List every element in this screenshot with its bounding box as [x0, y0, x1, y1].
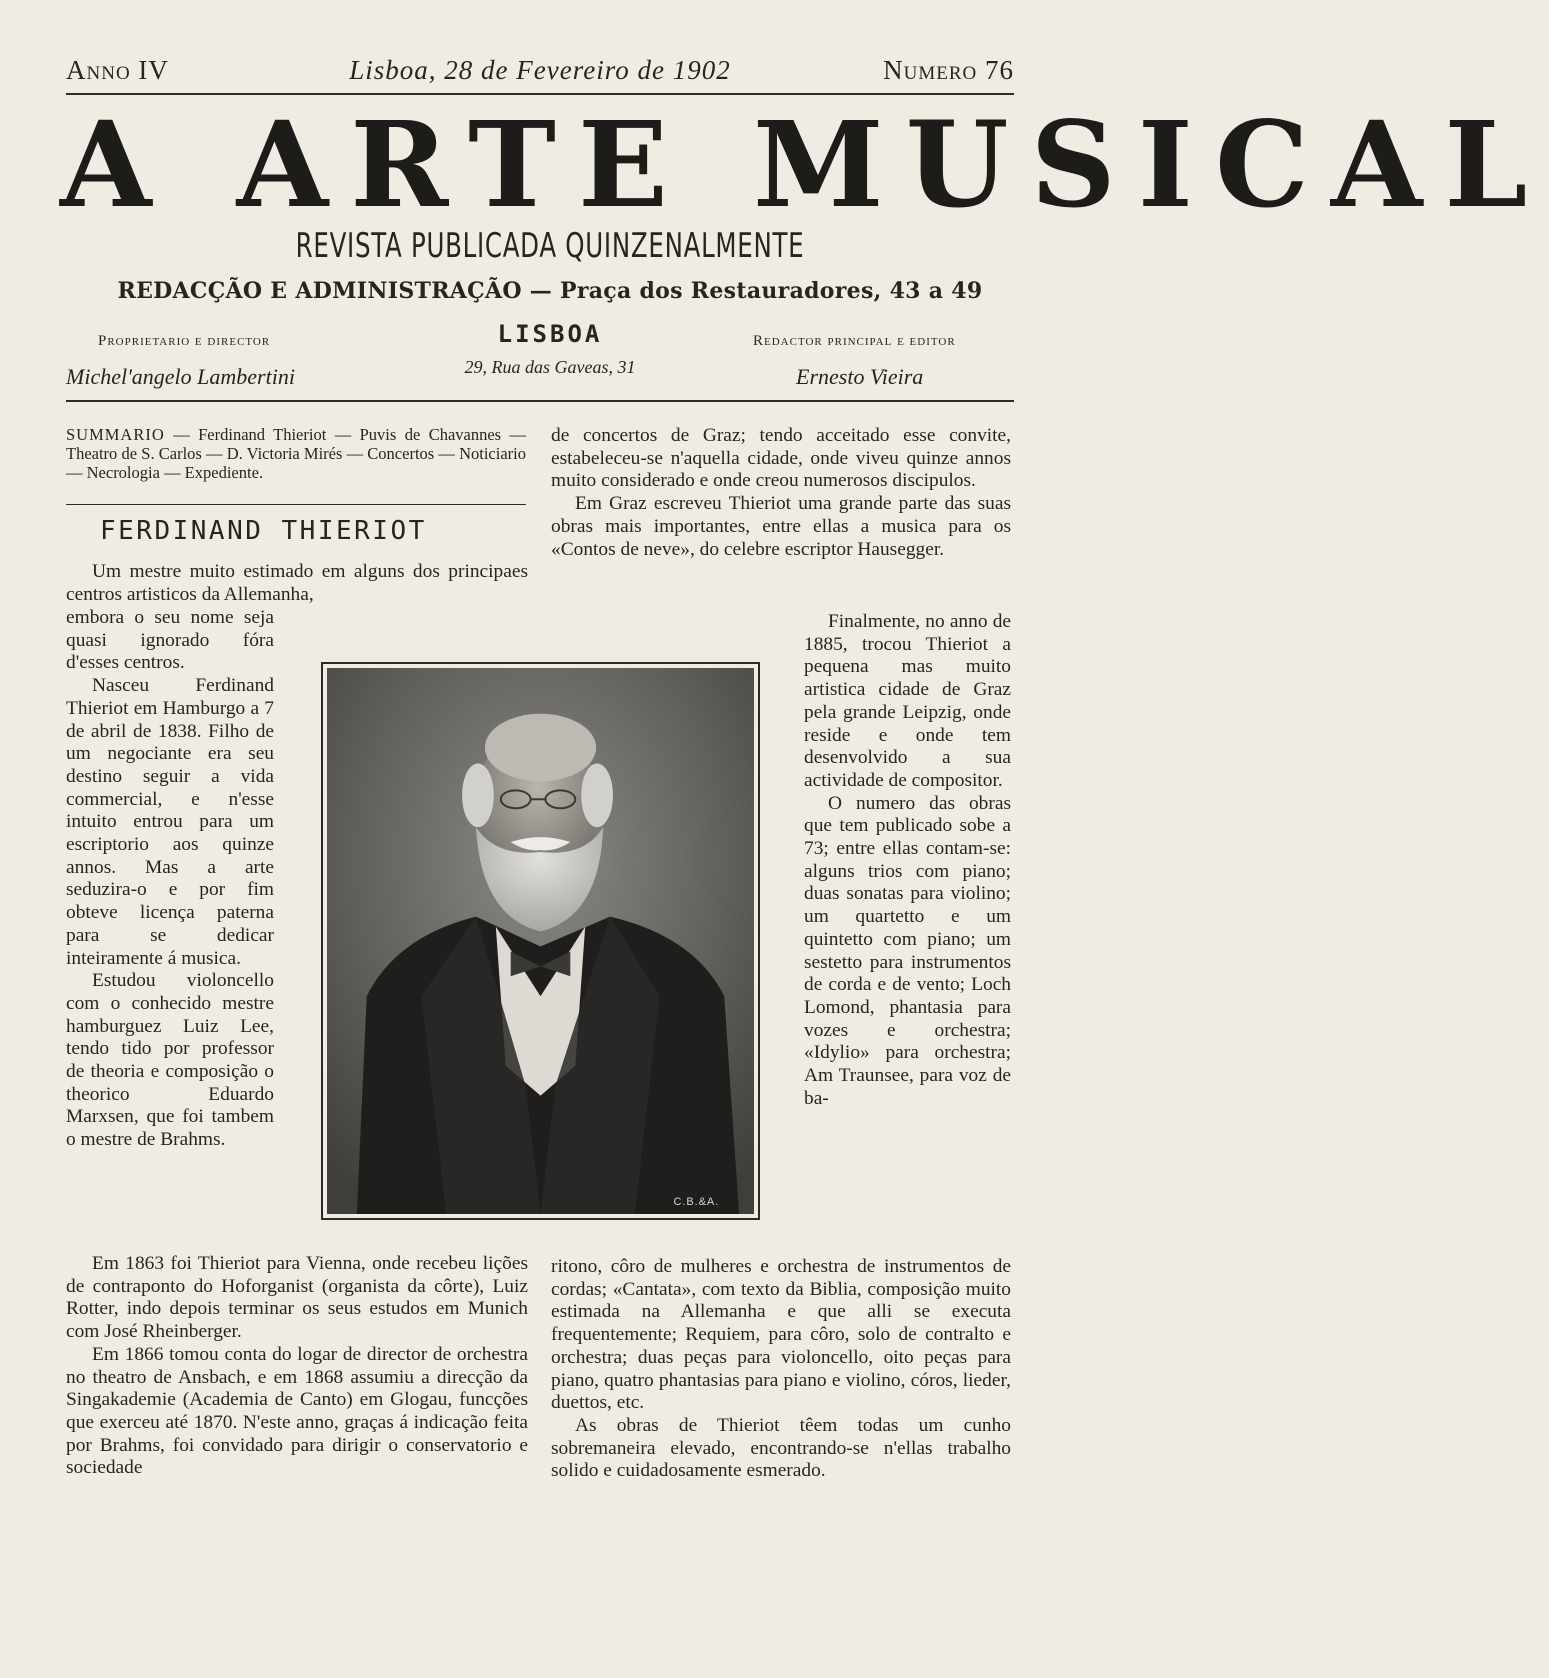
photo-signature: C.B.&A.	[673, 1196, 720, 1209]
article-left-bottom	[66, 1253, 528, 1480]
city-name: LISBOA	[497, 320, 603, 348]
paragraph: As obras de Thieriot têem todas um cunho sobremaneira elevado, encontrando-se n'ellas trabalho solido e cuidadosamente esmerado.	[551, 1414, 1011, 1482]
article-left-top	[66, 561, 528, 606]
paragraph: Finalmente, no anno de 1885, trocou Thieriot a pequena mas muito artistica cidade de Graz pela grande Leipzig, onde reside e onde tem desenvolvido a sua actividade de compositor.	[804, 611, 1011, 791]
proprietor-name: Michel'angelo Lambertini	[66, 364, 295, 389]
paragraph: Em 1863 foi Thieriot para Vienna, onde recebeu lições de contraponto do Hoforganist (organista da côrte), Luiz Rotter, indo depois terminar os seus estudos em Munich com José Rheinberger.	[66, 1253, 528, 1343]
paragraph: O numero das obras que tem publicado sobe a 73; entre ellas contam-se: alguns trios com piano; duas sonatas para violino; um quartetto e um quintetto com piano; um sestetto para instrumentos de corda e de vento; Loch Lomond, phantasia para vozes e orchestra; «Idylio» para orchestra; Am Traunsee, para voz de ba-	[804, 792, 1011, 1109]
paragraph: ritono, côro de mulheres e orchestra de instrumentos de cordas; «Cantata», com texto da Biblia, composição muito estimada na Allemanha e que alli se executa frequentemente; Requiem, para côro, solo de contralto e orchestra; duas peças para violoncello, oito peças para piano, quatro phantasias para piano e violino, córos, lieder, duettos, etc.	[551, 1256, 1011, 1414]
administration-address: REDACÇÃO E ADMINISTRAÇÃO — Praça dos Restauradores, 43 a 49	[117, 278, 983, 304]
editor-label: Redactor principal e editor	[753, 333, 956, 349]
article-title: FERDINAND THIERIOT	[100, 516, 427, 546]
summary-rule	[66, 504, 526, 505]
paragraph: Nasceu Ferdinand Thieriot em Hamburgo a 7 de abril de 1838. Filho de um negociante era seu destino seguir a vida commercial, e n'esse intuito entrou para um escriptorio aos quinze annos. Mas a arte seduzira-o e por fim obteve licença paterna para se dedicar inteiramente á musica.	[66, 675, 274, 969]
paragraph: Estudou violoncello com o conhecido mestre hamburguez Luiz Lee, tendo tido por professor de theoria e composição o theorico Eduardo Marxsen, que foi tambem o mestre de Brahms.	[66, 970, 274, 1151]
proprietor-label: Proprietario e director	[98, 333, 271, 349]
issue-line	[66, 55, 1014, 95]
paragraph: de concertos de Graz; tendo acceitado esse convite, estabeleceu-se n'aquella cidade, onde viveu quinze annos muito considerado e onde creou numerosos discipulos.	[551, 425, 1011, 492]
header-rule	[66, 400, 1014, 402]
article-left-narrow	[66, 607, 274, 1152]
masthead-subtitle: REVISTA PUBLICADA QUINZENALMENTE	[295, 226, 805, 266]
paragraph: embora o seu nome seja quasi ignorado fóra d'esses centros.	[66, 607, 274, 674]
paragraph: Em Graz escreveu Thieriot uma grande parte das suas obras mais importantes, entre ellas a musica para os «Contos de neve», do celebre escriptor Hausegger.	[551, 493, 1011, 560]
portrait-image	[327, 668, 754, 1214]
street-address: 29, Rua das Gaveas, 31	[464, 357, 636, 377]
paragraph: Um mestre muito estimado em alguns dos principaes centros artisticos da Allemanha,	[66, 561, 528, 605]
editor-name: Ernesto Vieira	[796, 364, 924, 389]
summary-text: — Ferdinand Thieriot — Puvis de Chavannes — Theatro de S. Carlos — D. Victoria Mirés — Concertos — Noticiario — Necrologia — Expediente.	[66, 425, 527, 482]
issue-number: Numero 76	[883, 55, 1014, 85]
issue-year: Anno IV	[66, 55, 169, 85]
issue-date: Lisboa, 28 de Fevereiro de 1902	[349, 55, 731, 85]
article-right-top	[551, 425, 1011, 561]
summary-label: SUMMARIO	[66, 425, 165, 444]
summary	[66, 425, 526, 482]
paragraph: Em 1866 tomou conta do logar de director de orchestra no theatro de Ansbach, e em 1868 assumiu a direcção da Singakademie (Academia de Canto) em Glogau, funcções que exerceu até 1870. N'este anno, graças á indicação feita por Brahms, foi convidado para dirigir o conservatorio e sociedade	[66, 1343, 528, 1479]
masthead-title: A ARTE MUSICAL	[60, 95, 1549, 234]
article-right-narrow	[804, 611, 1011, 1110]
portrait-photo	[321, 662, 760, 1220]
article-right-bottom	[551, 1256, 1011, 1483]
